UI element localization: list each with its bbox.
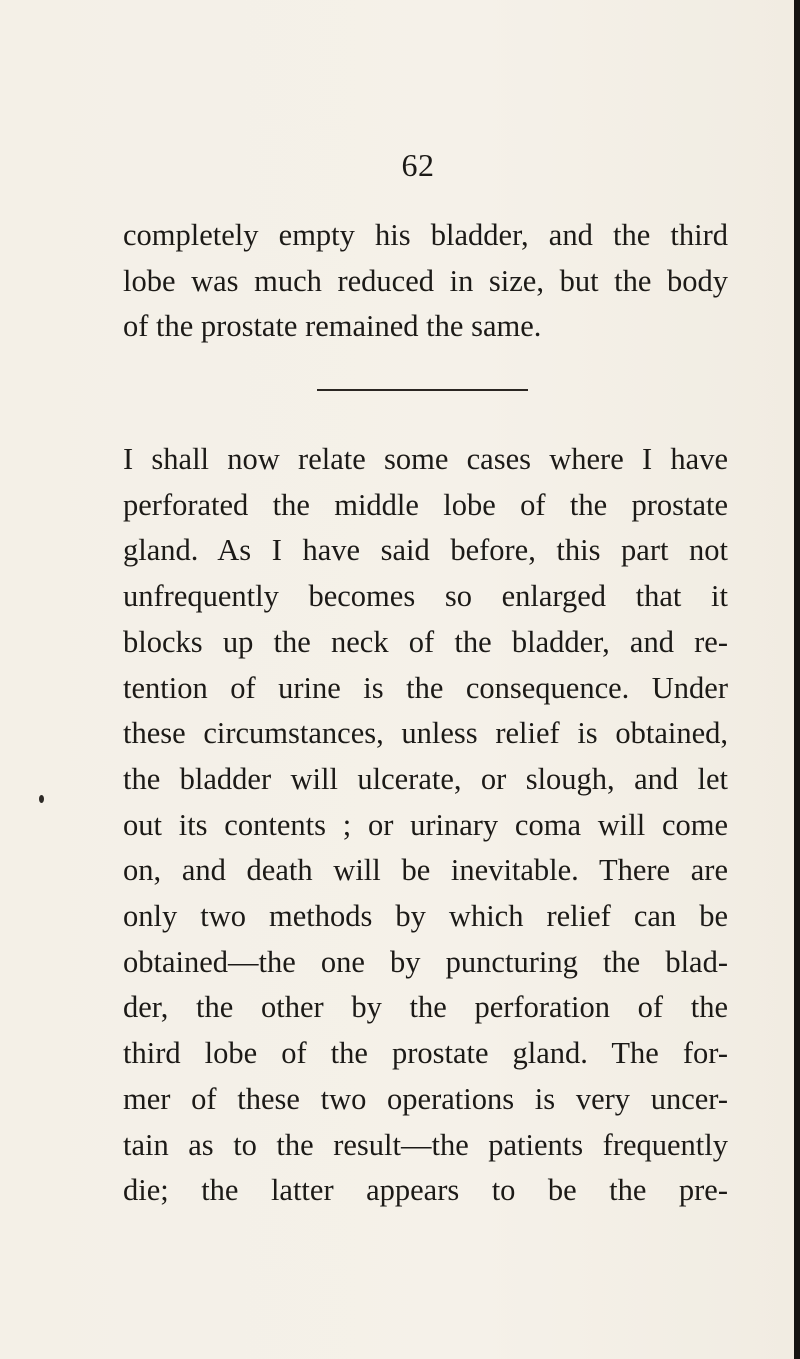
text-line: tention of urine is the consequence. Under [123, 670, 728, 705]
page-number: 62 [401, 147, 435, 183]
text-line: third lobe of the prostate gland. The for- [123, 1036, 728, 1071]
ink-speck [39, 795, 44, 803]
text-line: gland. As I have said before, this part not [123, 533, 728, 568]
section-divider-rule [317, 389, 528, 391]
text-line: perforated the middle lobe of the prostate [123, 487, 728, 522]
text-line: unfrequently becomes so enlarged that it [123, 579, 728, 614]
text-line: the bladder will ulcerate, or slough, and let [123, 761, 728, 796]
text-line: blocks up the neck of the bladder, and re- [123, 624, 728, 659]
text-line: only two methods by which relief can be [123, 899, 728, 934]
text-line: of the prostate remained the same. [123, 309, 542, 344]
text-line: der, the other by the perforation of the [123, 990, 728, 1025]
text-line: on, and death will be inevitable. There are [123, 853, 728, 888]
text-line: I shall now relate some cases where I have [123, 442, 728, 476]
paragraph-cases [123, 437, 728, 1214]
text-line: these circumstances, unless relief is obtained, [123, 716, 728, 751]
text-line: lobe was much reduced in size, but the body [123, 263, 728, 298]
text-line: tain as to the result—the patients frequently [123, 1127, 728, 1162]
text-line: obtained—the one by puncturing the blad- [123, 944, 728, 979]
text-line: die; the latter appears to be the pre- [123, 1173, 728, 1208]
page-edge-shadow [794, 0, 800, 1359]
text-line: out its contents ; or urinary coma will come [123, 807, 728, 842]
paragraph-continued [123, 213, 728, 350]
text-line: mer of these two operations is very uncer- [123, 1081, 728, 1116]
text-line: completely empty his bladder, and the third [123, 218, 728, 252]
